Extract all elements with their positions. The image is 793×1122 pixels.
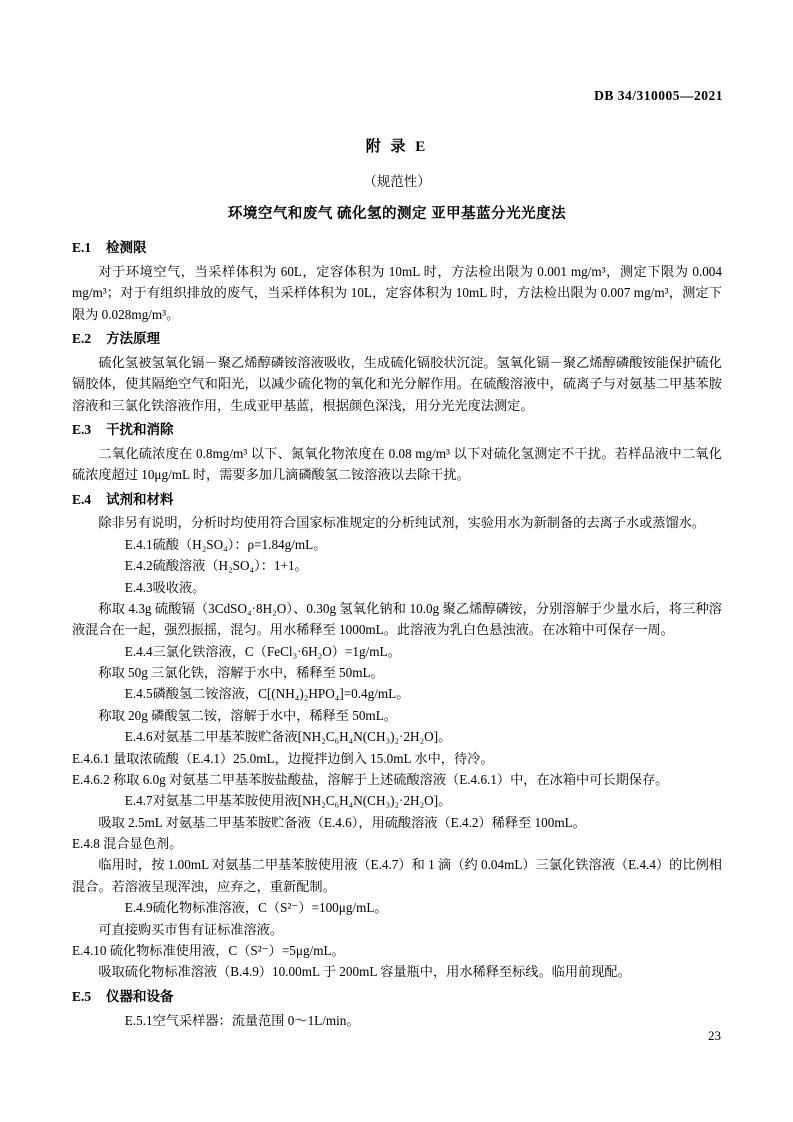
list-item (72, 1010, 722, 1031)
item-label: E.4.3 (124, 579, 153, 595)
item-label: E.4.2 (124, 558, 153, 574)
item-label: E.4.6.2 (72, 771, 110, 787)
section-body-e1: 对于环境空气，当采样体积为 60L，定容体积为 10mL 时，方法检出限为 0.001 mg/m³，测定下限为 0.004 mg/m³；对于有组织排放的废气，当采样体积为 10L，定容体积为 10mL 时，方法检出限为 0.007 mg/m³，测定下限为 0.028mg/m³。 (72, 263, 722, 322)
list-item (72, 790, 722, 811)
item-text: 混合显色剂。 (103, 836, 183, 852)
item-label: E.5.1 (124, 1012, 153, 1028)
item-subtext: 吸取硫化物标准溶液（B.4.9）10.00mL 于 200mL 容量瓶中，用水稀释至标线。临用前现配。 (98, 964, 631, 980)
item-label: E.4.6.1 (72, 750, 110, 766)
item-subtext: 吸取 2.5mL 对氨基二甲基苯胺贮备液（E.4.6），用硫酸溶液（E.4.2）稀释至 100mL。 (98, 814, 586, 830)
section-title-e3: 干扰和消除 (106, 421, 174, 437)
item-subtext: 临用时，按 1.00mL 对氨基二甲基苯胺使用液（E.4.7）和 1 滴（约 0.04mL）三氯化铁溶液（E.4.4）的比例相混合。若溶液呈现浑浊，应弃之，重新配制。 (72, 857, 722, 894)
item-label: E.4.7 (124, 793, 153, 809)
section-number-e4: E.4 (72, 491, 92, 507)
section-heading-e2 (72, 328, 722, 350)
item-label: E.4.9 (124, 900, 153, 916)
list-item (72, 726, 722, 747)
page-header: DB 34/310005—2021 (594, 88, 723, 103)
item-label: E.4.5 (124, 686, 153, 702)
item-subtext: 称取 50g 三氯化铁，溶解于水中，稀释至 50mL。 (98, 665, 384, 681)
section-body-e3: 二氧化硫浓度在 0.8mg/m³ 以下、氮氧化物浓度在 0.08 mg/m³ 以下对硫化氢测定不干扰。若样品液中二氧化硫浓度超过 10μg/mL 时，需要多加几滴磷酸氢二铵溶液以去除干扰。 (72, 445, 722, 483)
item-text: 量取浓硫酸（E.4.1）25.0mL，边搅拌边倒入 15.0mL 水中，待冷。 (113, 750, 494, 766)
document-content (72, 135, 722, 1031)
section-body-e4: 除非另有说明，分析时均使用符合国家标准规定的分析纯试剂，实验用水为新制备的去离子水或蒸馏水。 (98, 515, 706, 531)
item-text: 称取 6.0g 对氨基二甲基苯胺盐酸盐，溶解于上述硫酸溶液（E.4.6.1）中，在冰箱中可长期保存。 (113, 771, 669, 787)
list-item (72, 940, 722, 961)
annex-main-title: 环境空气和废气 硫化氢的测定 亚甲基蓝分光光度法 (227, 206, 567, 222)
section-title-e4: 试剂和材料 (106, 491, 174, 507)
item-subtext: 可直接购买市售有证标准溶液。 (98, 921, 284, 937)
page-number: 23 (708, 1028, 721, 1043)
item-text: 硫酸溶液（H₂SO₄）：1+1。 (152, 558, 308, 574)
section-number-e1: E.1 (72, 240, 92, 255)
section-number-e5: E.5 (72, 988, 92, 1004)
annex-normative-label: （规范性） (363, 174, 431, 189)
section-heading-e4 (72, 489, 722, 511)
section-title-e2: 方法原理 (106, 330, 160, 346)
item-text: 吸收液。 (152, 579, 206, 595)
list-item (72, 833, 722, 854)
item-text: 硫化物标准溶液，C（S²⁻）=100μg/mL。 (152, 900, 388, 916)
item-text: 对氨基二甲基苯胺贮备液[NH₂C₆H₄N(CH₃)₂·2H₂O]。 (152, 729, 452, 745)
section-heading-e1 (72, 237, 722, 259)
list-item (72, 748, 722, 769)
list-item (72, 897, 722, 918)
list-item (72, 769, 722, 790)
list-item (72, 683, 722, 704)
item-label: E.4.8 (72, 836, 100, 852)
list-item (72, 577, 722, 598)
item-label: E.4.1 (124, 536, 153, 552)
section-title-e1: 检测限 (106, 240, 147, 255)
item-text: 三氯化铁溶液，C（FeCl₃·6H₂O）=1g/mL。 (152, 643, 401, 659)
item-subtext: 称取 4.3g 硫酸镉（3CdSO₄·8H₂O）、0.30g 氢氧化钠和 10.0g 聚乙烯醇磷铵，分别溶解于少量水后，将三种溶液混合在一起，强烈振摇，混匀。用水稀释至 1000mL。此溶液为乳白色悬浊液。在冰箱中可保存一周。 (72, 600, 722, 638)
section-heading-e3 (72, 419, 722, 441)
section-number-e2: E.2 (72, 330, 92, 346)
list-item (72, 555, 722, 576)
section-body-e2: 硫化氢被氢氧化镉－聚乙烯醇磷铵溶液吸收，生成硫化镉胶状沉淀。氢氧化镉－聚乙烯醇磷酸铵能保护硫化镉胶体，使其隔绝空气和阳光，以减少硫化物的氧化和光分解作用。在硫酸溶液中，硫离子与对氨基二甲基苯胺溶液和三氯化铁溶液作用，生成亚甲基蓝，根据颜色深浅，用分光光度法测定。 (72, 354, 722, 413)
item-label: E.4.4 (124, 643, 153, 659)
section-number-e3: E.3 (72, 421, 92, 437)
section-heading-e5 (72, 986, 722, 1008)
item-text: 硫化物标准使用液，C（S²⁻）=5μg/mL。 (109, 942, 345, 958)
list-item (72, 534, 722, 555)
item-label: E.4.10 (72, 942, 107, 958)
item-text: 对氨基二甲基苯胺使用液[NH₂C₆H₄N(CH₃)₂·2H₂O]。 (152, 793, 452, 809)
list-item (72, 641, 722, 662)
item-subtext: 称取 20g 磷酸氢二铵，溶解于水中，稀释至 50mL。 (98, 707, 397, 723)
item-text: 磷酸氢二铵溶液，C[(NH₄)₂HPO₄]=0.4g/mL。 (152, 686, 410, 702)
item-label: E.4.6 (124, 729, 153, 745)
annex-title: 附 录 E (365, 139, 429, 155)
section-title-e5: 仪器和设备 (106, 988, 174, 1004)
item-text: 空气采样器：流量范围 0～1L/min。 (152, 1012, 360, 1028)
item-text: 硫酸（H₂SO₄）：ρ=1.84g/mL。 (152, 536, 327, 552)
